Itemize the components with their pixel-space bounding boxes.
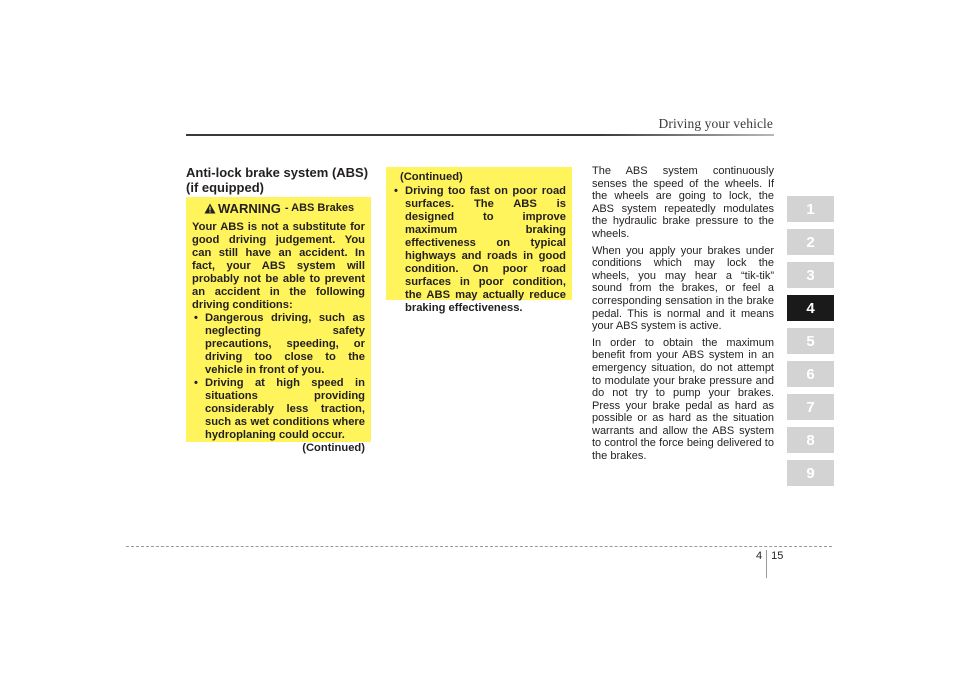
warning-bullet-text: Driving at high speed in situations providing considerably less traction, such as wet conditions where hydroplaning could occur. [205, 377, 365, 441]
chapter-number: 4 [756, 550, 763, 562]
chapter-tab-2[interactable]: 2 [787, 229, 834, 255]
warning-box-continued [386, 167, 572, 314]
section-heading-line1: Anti-lock brake system (ABS) [186, 165, 369, 180]
footer-rule [126, 546, 832, 547]
page-number-value: 15 [771, 550, 784, 562]
warning2-bullet [392, 185, 566, 315]
bullet-dot: • [194, 312, 198, 324]
bullet-dot: • [394, 185, 398, 197]
warning-bullet [192, 377, 365, 442]
warning2-bullet-text: Driving too fast on poor road surfaces. The ABS is designed to improve maximum braking effectiveness on typical highways and roads in good condition. On poor road surfaces in poor condition, the ABS may actually reduce braking effectiveness. [405, 185, 566, 314]
warning-title [192, 202, 365, 215]
chapter-tab-1[interactable]: 1 [787, 196, 834, 222]
chapter-tab-4[interactable]: 4 [787, 295, 834, 321]
page-number-separator [766, 550, 767, 578]
warning-continued: (Continued) [302, 442, 365, 454]
warning-sublabel: - ABS Brakes [284, 202, 355, 214]
body-text-column [592, 165, 774, 467]
chapter-tab-7[interactable]: 7 [787, 394, 834, 420]
warning-intro: Your ABS is not a substitute for good driving judgement. You can still have an accident. In fact, your ABS system will probably not be able to prevent an accident in the following driving conditions: [192, 221, 365, 311]
warning-bullet-text: Dangerous driving, such as neglecting safety precautions, speeding, or driving too close to the vehicle in front of you. [205, 312, 365, 376]
section-heading-line2: (if equipped) [186, 180, 264, 195]
section-heading [186, 165, 368, 195]
warning2-continued: (Continued) [400, 171, 463, 183]
body-paragraph: When you apply your brakes under conditions which may lock the wheels, you may hear a “tik-tik” sound from the brakes, or feel a corresponding sensation in the brake pedal. This is normal and it means your ABS system is active. [592, 244, 774, 333]
chapter-tab-3[interactable]: 3 [787, 262, 834, 288]
chapter-tab-6[interactable]: 6 [787, 361, 834, 387]
chapter-tab-9[interactable]: 9 [787, 460, 834, 486]
warning-box [186, 197, 371, 454]
chapter-tab-5[interactable]: 5 [787, 328, 834, 354]
page-header-title: Driving your vehicle [658, 116, 773, 131]
body-paragraph: The ABS system continuously senses the speed of the wheels. If the wheels are going to lock, the ABS system repeatedly modulates the hydraulic brake pressure to the wheels. [592, 165, 774, 240]
warning-triangle-icon [204, 203, 216, 214]
warning-label: WARNING [218, 201, 281, 216]
chapter-tab-8[interactable]: 8 [787, 427, 834, 453]
warning-bullet [192, 312, 365, 377]
bullet-dot: • [194, 377, 198, 389]
header-rule [186, 134, 774, 136]
chapter-tabs [787, 196, 834, 493]
page-number [756, 550, 783, 578]
body-paragraph: In order to obtain the maximum benefit from your ABS system in an emergency situation, do not attempt to modulate your brake pressure and do not try to pump your brakes. Press your brake pedal as hard as possible or as hard as the situation warrants and allow the ABS system to control the force being delivered to the brakes. [592, 336, 774, 463]
